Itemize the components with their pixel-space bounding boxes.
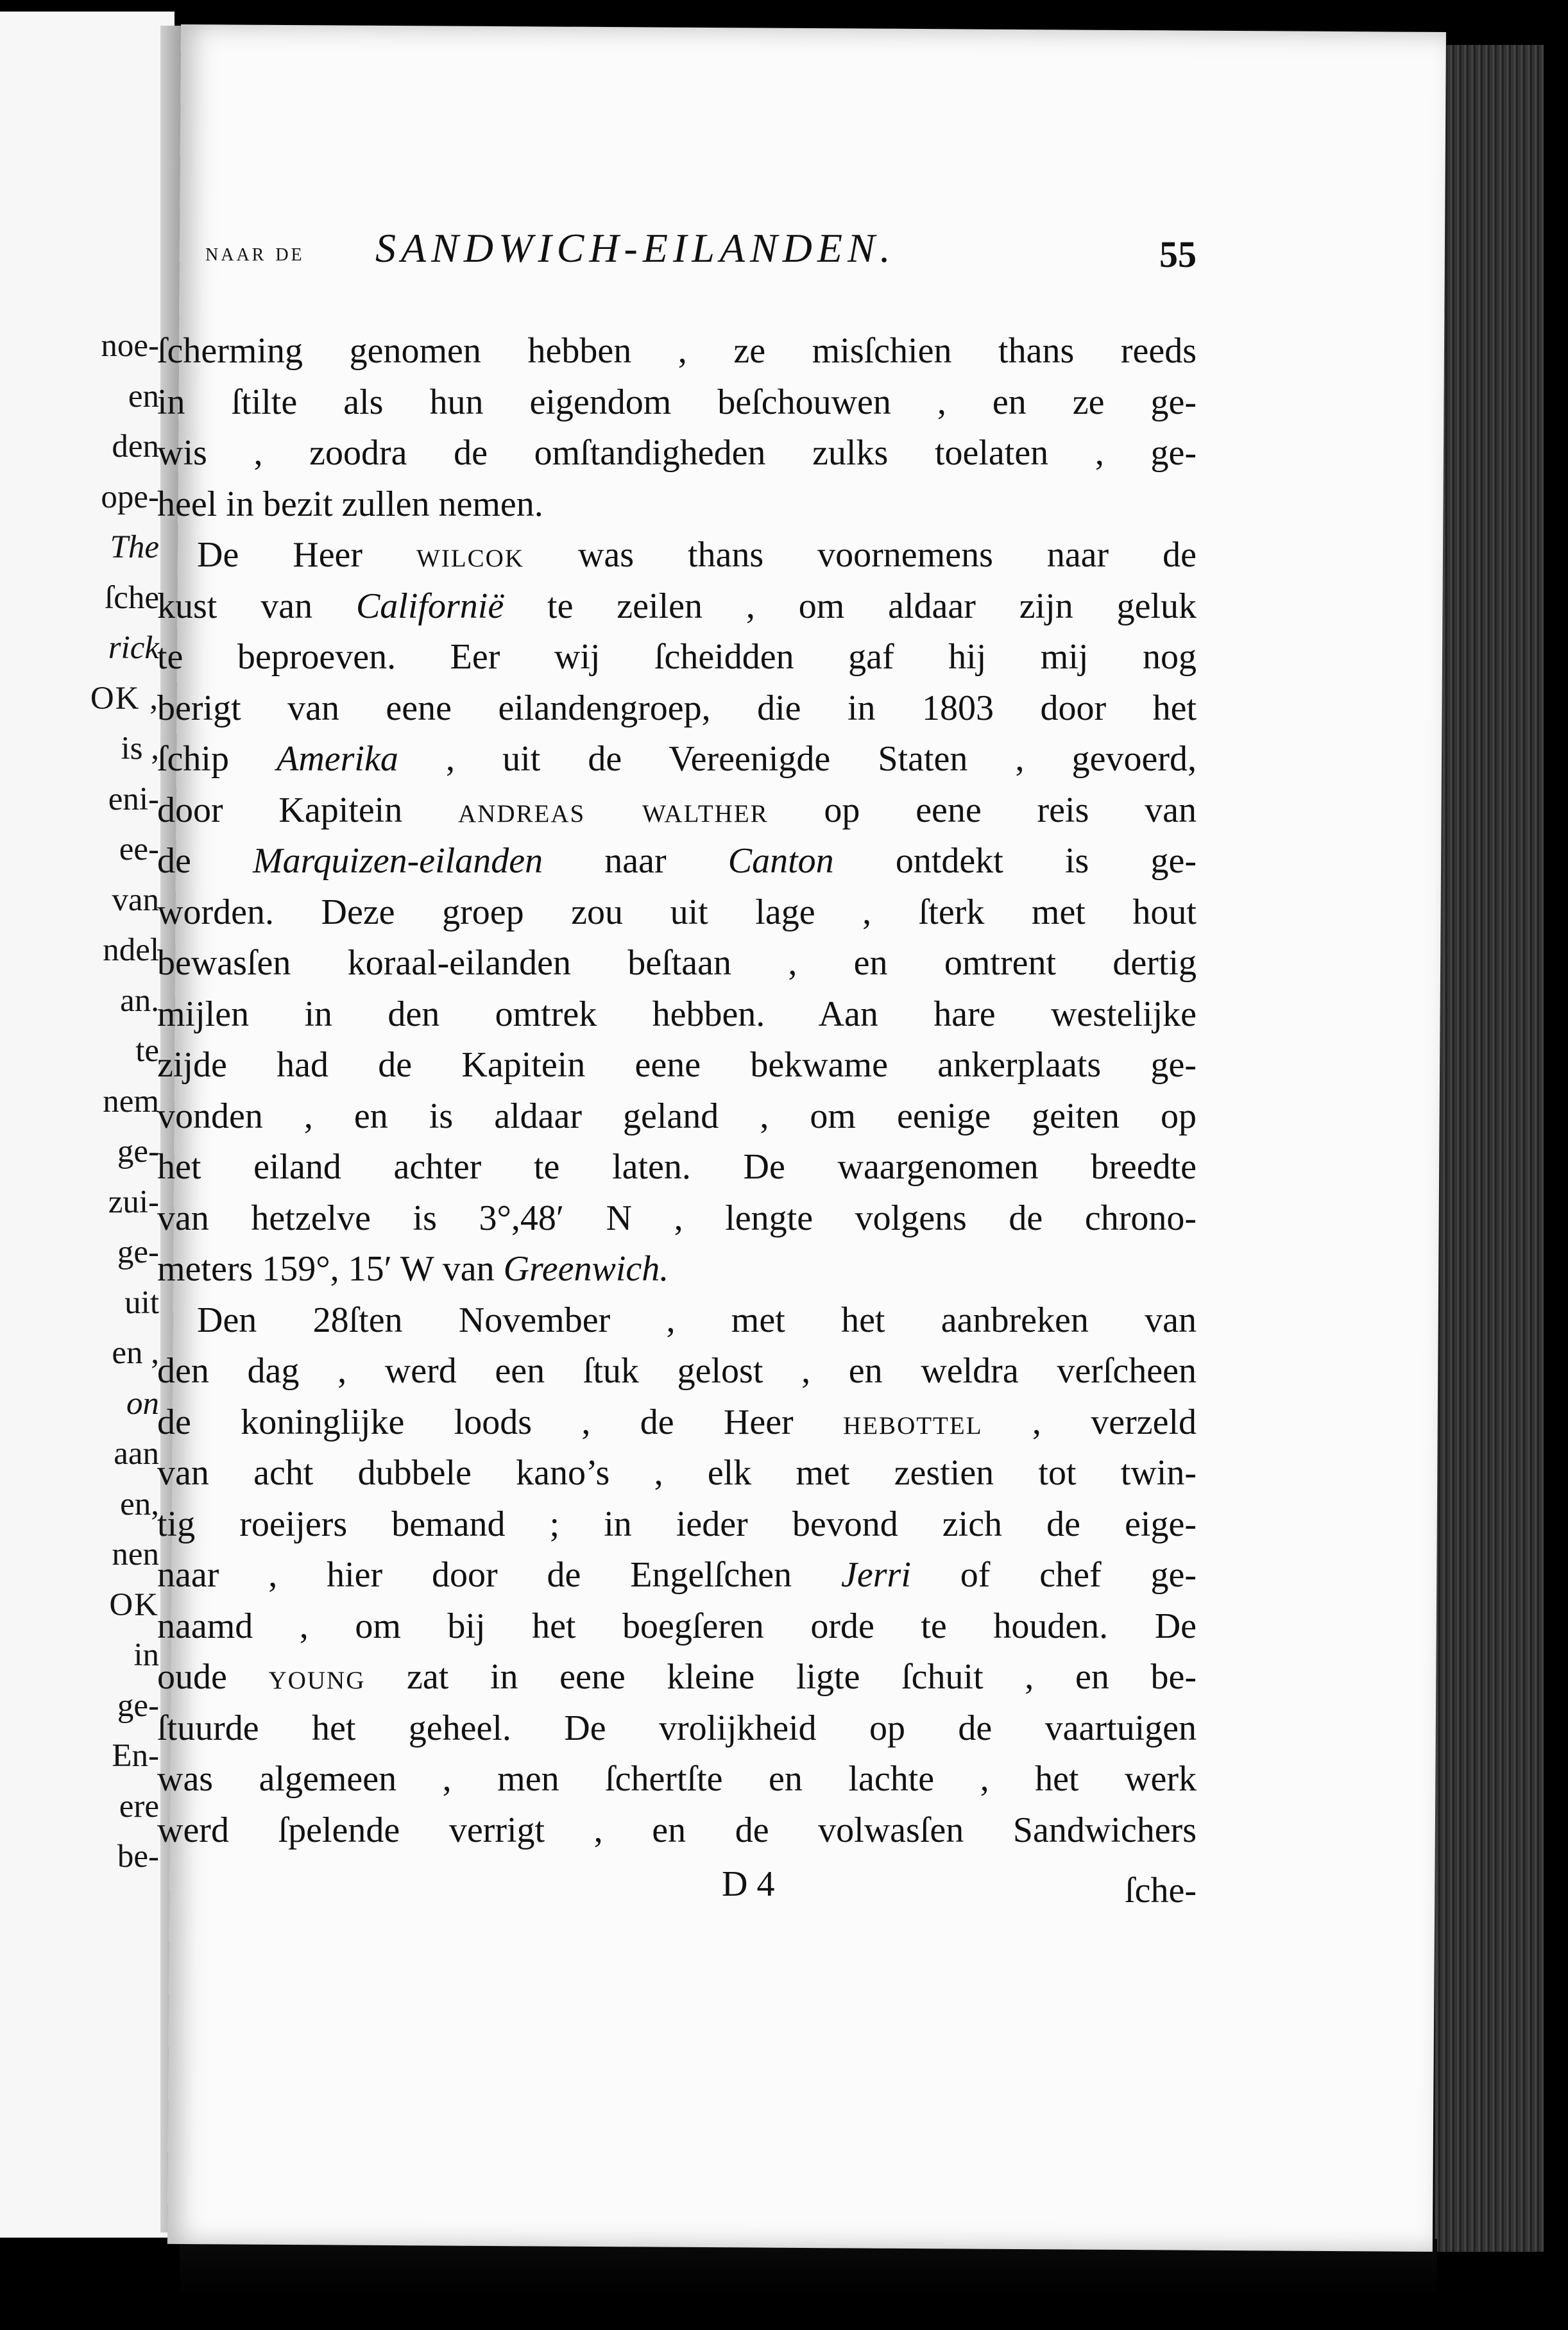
text-run: te beproeven. Eer wij ſcheidden gaf hij mij nog xyxy=(157,637,1197,677)
left-page-line: nem xyxy=(103,1083,159,1119)
text-run: worden. Deze groep zou uit lage , ſterk met hout xyxy=(157,892,1197,932)
text-line xyxy=(157,1703,1197,1755)
text-line xyxy=(157,1142,1197,1193)
text-run: ſchip xyxy=(157,739,277,779)
left-page-line: en xyxy=(128,378,159,414)
text-line xyxy=(157,1754,1197,1805)
header-prefix: naar de xyxy=(205,237,305,266)
left-page-line: ndel xyxy=(103,932,159,968)
text-line xyxy=(157,1040,1197,1091)
text-run: bewasſen koraal-eilanden beſtaan , en omtrent dertig xyxy=(157,943,1197,983)
text-run: was thans voornemens naar de xyxy=(524,535,1197,575)
left-page-line: nen xyxy=(112,1536,159,1572)
left-page-line: ge- xyxy=(117,1234,159,1270)
page-number: 55 xyxy=(1159,234,1197,275)
text-line xyxy=(157,989,1197,1041)
left-page-line: on xyxy=(126,1385,159,1422)
text-line xyxy=(157,1193,1197,1245)
left-facing-page xyxy=(0,12,175,2238)
text-run: werd ſpelende verrigt , en de volwasſen Sandwichers xyxy=(157,1810,1197,1850)
text-run: de koninglijke loods , de Heer xyxy=(157,1402,844,1442)
text-line xyxy=(157,1397,1197,1449)
body-text xyxy=(157,326,1197,1856)
page-footer xyxy=(157,1864,1197,1915)
text-line xyxy=(157,836,1197,887)
left-page-line: eni- xyxy=(108,781,159,817)
text-run: te zeilen , om aldaar zijn geluk xyxy=(504,586,1197,626)
left-page-line: aan xyxy=(114,1436,159,1472)
text-run: zat in eene kleine ligte ſchuit , en be- xyxy=(365,1657,1197,1697)
text-run: ſcherming genomen hebben , ze misſchien thans reeds xyxy=(157,331,1197,371)
left-page-line: ge- xyxy=(117,1134,159,1169)
text-run: den dag , werd een ſtuk gelost , en weldra verſcheen xyxy=(157,1351,1197,1391)
text-run: of chef ge- xyxy=(910,1555,1197,1595)
text-line xyxy=(157,1295,1197,1347)
text-run: wis , zoodra de omſtandigheden zulks toelaten , ge- xyxy=(157,433,1197,473)
left-page-line: van xyxy=(112,881,159,918)
left-page-line: The xyxy=(110,529,159,565)
text-run: meters 159°, 15′ W van xyxy=(157,1249,504,1289)
text-run: oude xyxy=(157,1657,269,1697)
running-header xyxy=(205,218,1197,276)
left-page-line: en, xyxy=(120,1486,159,1522)
left-page-line: rick xyxy=(108,630,159,666)
text-run: Californië xyxy=(355,586,504,626)
left-page-line: ee- xyxy=(119,831,159,867)
text-run: op eene reis van xyxy=(768,790,1197,830)
left-page-line: te xyxy=(135,1033,159,1069)
text-line xyxy=(157,1244,1197,1295)
text-run: , verzeld xyxy=(982,1402,1197,1442)
text-run: tig roeijers bemand ; in ieder bevond zich de eige- xyxy=(157,1504,1197,1544)
text-line xyxy=(157,1346,1197,1397)
left-page-line-fragments xyxy=(90,321,159,1882)
text-run: berigt van eene eilandengroep, die in 1803 door het xyxy=(157,688,1197,728)
text-line xyxy=(157,1091,1197,1143)
text-run: vonden , en is aldaar geland , om eenige geiten op xyxy=(157,1096,1197,1136)
text-run: Amerika xyxy=(277,739,398,779)
text-run: heel in bezit zullen nemen. xyxy=(157,484,543,524)
text-run: hebottel xyxy=(843,1402,983,1442)
left-page-line: En- xyxy=(112,1738,159,1774)
left-page-line: en , xyxy=(112,1335,159,1371)
text-run: de xyxy=(157,841,253,881)
left-page-line: in xyxy=(133,1637,159,1673)
text-run: Den 28ſten November , met het aanbreken van xyxy=(197,1300,1197,1340)
left-page-line: ere xyxy=(119,1788,159,1824)
text-line xyxy=(157,428,1197,479)
text-run: Greenwich. xyxy=(503,1249,669,1289)
header-title: SANDWICH-EILANDEN. xyxy=(375,225,896,271)
left-page-line: ge- xyxy=(117,1687,159,1724)
left-page-line: an. xyxy=(120,982,159,1019)
text-line xyxy=(157,683,1197,735)
text-run: naamd , om bij het boegſeren orde te houden. De xyxy=(157,1606,1197,1646)
left-page-line: is , xyxy=(121,731,159,767)
text-line xyxy=(157,785,1197,837)
text-run: van hetzelve is 3°,48′ N , lengte volgens de chrono- xyxy=(157,1198,1197,1238)
text-run: , uit de Vereenigde Staten , gevoerd, xyxy=(398,739,1197,779)
catchword: ſche- xyxy=(1125,1871,1197,1910)
text-run: naar xyxy=(543,841,728,881)
text-line xyxy=(157,1550,1197,1601)
left-page-line: uit xyxy=(124,1284,159,1321)
text-run: mijlen in den omtrek hebben. Aan hare westelijke xyxy=(157,994,1197,1034)
text-line xyxy=(157,1448,1197,1499)
page-edges xyxy=(1435,45,1544,2252)
left-page-line: OK , xyxy=(90,680,159,717)
text-run: in ſtilte als hun eigendom beſchouwen , en ze ge- xyxy=(157,382,1197,422)
text-run: young xyxy=(268,1657,366,1697)
left-page-line: noe- xyxy=(101,328,159,364)
text-run: wilcok xyxy=(416,535,524,575)
left-page-line: den xyxy=(112,429,159,464)
text-line xyxy=(157,938,1197,989)
left-page-line: OK xyxy=(109,1586,159,1623)
text-line xyxy=(157,377,1197,429)
left-page-line: ſche xyxy=(105,579,159,616)
text-run: Canton xyxy=(728,841,834,881)
text-line xyxy=(157,734,1197,785)
text-line xyxy=(157,632,1197,683)
text-run: van acht dubbele kano’s , elk met zestien tot twin- xyxy=(157,1453,1197,1493)
text-run: Marquizen-eilanden xyxy=(253,841,543,881)
text-line xyxy=(157,581,1197,633)
text-run: ontdekt is ge- xyxy=(833,841,1197,881)
text-line xyxy=(157,326,1197,377)
signature-mark: D 4 xyxy=(722,1864,775,1904)
text-run: naar , hier door de Engelſchen xyxy=(157,1555,842,1595)
text-line xyxy=(157,887,1197,939)
text-run: door Kapitein xyxy=(157,790,458,830)
left-page-line: ope- xyxy=(101,479,159,515)
text-run: Jerri xyxy=(841,1555,911,1595)
left-page-line: zui- xyxy=(108,1184,159,1220)
text-run: andreas walther xyxy=(458,790,769,830)
text-run: kust van xyxy=(157,586,356,626)
text-line xyxy=(157,1805,1197,1857)
text-line xyxy=(157,479,1197,531)
text-line xyxy=(157,1652,1197,1703)
text-line xyxy=(157,1601,1197,1653)
text-run: ſtuurde het geheel. De vrolijkheid op de vaartuigen xyxy=(157,1708,1197,1748)
text-run: was algemeen , men ſchertſte en lachte , het werk xyxy=(157,1759,1197,1799)
text-line xyxy=(157,530,1197,581)
left-page-line: be- xyxy=(117,1839,159,1875)
text-run: zijde had de Kapitein eene bekwame ankerplaats ge- xyxy=(157,1045,1197,1085)
text-run: De Heer xyxy=(197,535,417,575)
text-line xyxy=(157,1499,1197,1551)
text-run: het eiland achter te laten. De waargenomen breedte xyxy=(157,1147,1197,1187)
